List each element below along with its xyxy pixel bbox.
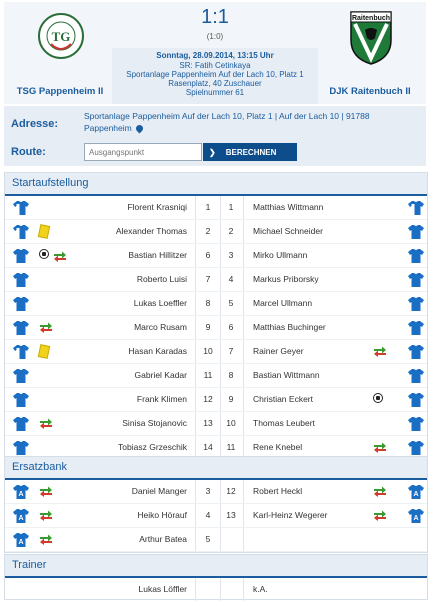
away-events [373, 393, 383, 406]
home-events [39, 417, 53, 429]
lineup-section [4, 172, 428, 461]
away-trainer: k.A. [253, 584, 268, 594]
number-cell [219, 578, 244, 601]
home-jersey-icon [13, 416, 29, 431]
away-player[interactable]: Rene Knebel [253, 442, 303, 452]
substitution-icon [39, 533, 53, 545]
away-team-logo [347, 8, 395, 66]
away-player[interactable]: Michael Schneider [253, 226, 323, 236]
match-date: Sonntag, 28.09.2014, 13:15 Uhr [156, 51, 274, 60]
bench-row [5, 504, 427, 528]
referee: SR: Fatih Cetinkaya [179, 61, 251, 70]
home-jersey-icon [13, 200, 29, 215]
address-line-1: Sportanlage Pappenheim Auf der Lach 10, Platz 1 | Auf der Lach 10 | 91788 [84, 111, 370, 121]
bench-row [5, 528, 427, 552]
map-pin-icon[interactable] [134, 124, 144, 134]
home-number: 1 [195, 196, 221, 219]
home-team-logo [37, 8, 85, 66]
away-number: 12 [219, 480, 244, 503]
venue-link[interactable]: Sportanlage Pappenheim Auf der Lach 10, Platz 1 [126, 70, 304, 79]
bench-section [4, 456, 428, 553]
away-player[interactable]: Matthias Buchinger [253, 322, 326, 332]
substitution-icon [39, 509, 53, 521]
lineup-row [5, 292, 427, 316]
home-events [39, 345, 49, 361]
away-number: 7 [219, 340, 244, 363]
home-jersey-icon [13, 484, 29, 499]
away-jersey-icon [408, 368, 424, 383]
home-events [39, 485, 53, 497]
away-jersey-icon [408, 200, 424, 215]
away-jersey-icon [408, 416, 424, 431]
substitution-icon [373, 441, 387, 453]
home-jersey-icon [13, 508, 29, 523]
away-player[interactable]: Marcel Ullmann [253, 298, 313, 308]
away-number: 8 [219, 364, 244, 387]
home-number: 12 [195, 388, 221, 411]
calculate-route-label: BERECHNEN [225, 147, 277, 157]
substitution-icon [373, 485, 387, 497]
away-number: 10 [219, 412, 244, 435]
yellow-card-icon [38, 344, 50, 359]
trainer-title: Trainer [5, 555, 427, 578]
substitution-icon [39, 485, 53, 497]
home-player[interactable]: Heiko Hörauf [137, 510, 187, 520]
home-number: 9 [195, 316, 221, 339]
bench-rows [5, 480, 427, 552]
away-team-name[interactable]: DJK Raitenbuch II [329, 86, 411, 97]
away-player[interactable]: Robert Heckl [253, 486, 303, 496]
lineup-row [5, 268, 427, 292]
home-player[interactable]: Arthur Batea [139, 534, 187, 544]
lineup-row [5, 196, 427, 220]
away-jersey-icon [408, 392, 424, 407]
away-player[interactable]: Rainer Geyer [253, 346, 304, 356]
calculate-route-button[interactable] [203, 143, 297, 161]
away-player[interactable]: Matthias Wittmann [253, 202, 324, 212]
svg-text:A: A [18, 515, 24, 522]
away-jersey-icon [408, 344, 424, 359]
match-info [112, 48, 318, 104]
home-player[interactable]: Hasan Karadas [128, 346, 187, 356]
away-number: 4 [219, 268, 244, 291]
home-player[interactable]: Alexander Thomas [115, 226, 187, 236]
away-player[interactable]: Thomas Leubert [253, 418, 315, 428]
away-number: 3 [219, 244, 244, 267]
game-number: Spielnummer 61 [185, 88, 245, 97]
away-events [373, 345, 387, 357]
away-jersey-icon [408, 248, 424, 263]
match-header [4, 2, 426, 104]
home-jersey-icon [13, 392, 29, 407]
route-label: Route: [11, 146, 46, 158]
chevron-right-icon: ❯ [209, 147, 216, 157]
home-player[interactable]: Daniel Manger [131, 486, 187, 496]
home-player[interactable]: Sinisa Stojanovic [122, 418, 187, 428]
lineup-row [5, 412, 427, 436]
away-jersey-icon [408, 508, 424, 523]
away-number: 9 [219, 388, 244, 411]
away-team[interactable] [314, 2, 426, 104]
bench-row [5, 480, 427, 504]
home-events [39, 225, 49, 241]
away-player[interactable]: Christian Eckert [253, 394, 313, 404]
goal-ball-icon [373, 393, 383, 403]
substitution-icon [53, 250, 67, 262]
svg-text:TG: TG [51, 29, 71, 44]
svg-text:A: A [18, 491, 24, 498]
home-number: 2 [195, 220, 221, 243]
home-number: 7 [195, 268, 221, 291]
away-jersey-icon [408, 320, 424, 335]
lineup-title: Startaufstellung [5, 173, 427, 196]
surface-info: Rasenplatz, 40 Zuschauer [168, 79, 262, 88]
lineup-row [5, 340, 427, 364]
home-number: 3 [195, 480, 221, 503]
away-jersey-icon [408, 224, 424, 239]
substitution-icon [373, 345, 387, 357]
home-jersey-icon [13, 368, 29, 383]
home-player[interactable]: Gabriel Kadar [134, 370, 187, 380]
home-number: 8 [195, 292, 221, 315]
svg-text:A: A [18, 539, 24, 546]
address-label: Adresse: [11, 118, 59, 130]
address-panel [4, 106, 426, 166]
substitution-icon [39, 417, 53, 429]
home-jersey-icon [13, 532, 29, 547]
away-number: 1 [219, 196, 244, 219]
home-number: 11 [195, 364, 221, 387]
home-jersey-icon [13, 248, 29, 263]
home-player[interactable]: Marco Rusam [134, 322, 187, 332]
home-player[interactable]: Tobiasz Grzeschik [118, 442, 187, 452]
lineup-row [5, 316, 427, 340]
home-number: 6 [195, 244, 221, 267]
substitution-icon [39, 321, 53, 333]
home-jersey-icon [13, 296, 29, 311]
match-score: 1:1 [201, 6, 229, 28]
svg-text:A: A [413, 515, 419, 522]
bench-title: Ersatzbank [5, 457, 427, 480]
home-jersey-icon [13, 344, 29, 359]
away-number: 5 [219, 292, 244, 315]
away-number: 2 [219, 220, 244, 243]
away-number: 6 [219, 316, 244, 339]
lineup-rows [5, 196, 427, 460]
home-number: 14 [195, 436, 221, 459]
home-player[interactable]: Florent Krasniqi [127, 202, 187, 212]
away-number [219, 528, 244, 551]
away-player[interactable]: Mirko Ullmann [253, 250, 308, 260]
goal-ball-icon [39, 249, 49, 259]
away-player[interactable]: Bastian Wittmann [253, 370, 320, 380]
home-trainer[interactable]: Lukas Löffler [138, 584, 187, 594]
away-jersey-icon [408, 484, 424, 499]
away-jersey-icon [408, 296, 424, 311]
home-player[interactable]: Bastian Hillitzer [128, 250, 187, 260]
lineup-row [5, 220, 427, 244]
home-events [39, 321, 53, 333]
home-player[interactable]: Lukas Loeffler [133, 298, 187, 308]
lineup-row [5, 244, 427, 268]
lineup-row [5, 364, 427, 388]
home-player[interactable]: Frank Klimen [136, 394, 187, 404]
away-player[interactable]: Karl-Heinz Wegerer [253, 510, 328, 520]
svg-text:A: A [413, 491, 419, 498]
away-number: 11 [219, 436, 244, 459]
address-line-2: Pappenheim [84, 123, 132, 133]
match-center [112, 2, 318, 104]
halftime-score: (1:0) [206, 32, 224, 41]
home-events [39, 249, 67, 262]
home-team[interactable] [4, 2, 116, 104]
substitution-icon [373, 509, 387, 521]
yellow-card-icon [38, 224, 50, 239]
away-events [373, 441, 387, 453]
home-jersey-icon [13, 272, 29, 287]
away-number: 13 [219, 504, 244, 527]
svg-text:Raitenbuch: Raitenbuch [351, 15, 391, 22]
home-number: 13 [195, 412, 221, 435]
home-events [39, 533, 53, 545]
home-jersey-icon [13, 224, 29, 239]
trainer-row [5, 578, 427, 601]
trainer-section [4, 554, 428, 600]
home-number: 5 [195, 528, 221, 551]
home-jersey-icon [13, 320, 29, 335]
lineup-row [5, 388, 427, 412]
route-start-input[interactable] [84, 143, 202, 161]
home-events [39, 509, 53, 521]
away-events [373, 509, 387, 521]
number-cell [195, 578, 221, 601]
home-jersey-icon [13, 440, 29, 455]
home-number: 4 [195, 504, 221, 527]
away-events [373, 485, 387, 497]
away-player[interactable]: Markus Priborsky [253, 274, 319, 284]
home-number: 10 [195, 340, 221, 363]
address-value[interactable] [84, 110, 420, 134]
home-team-name[interactable]: TSG Pappenheim II [16, 86, 104, 97]
home-player[interactable]: Roberto Luisi [136, 274, 187, 284]
away-jersey-icon [408, 272, 424, 287]
away-jersey-icon [408, 440, 424, 455]
